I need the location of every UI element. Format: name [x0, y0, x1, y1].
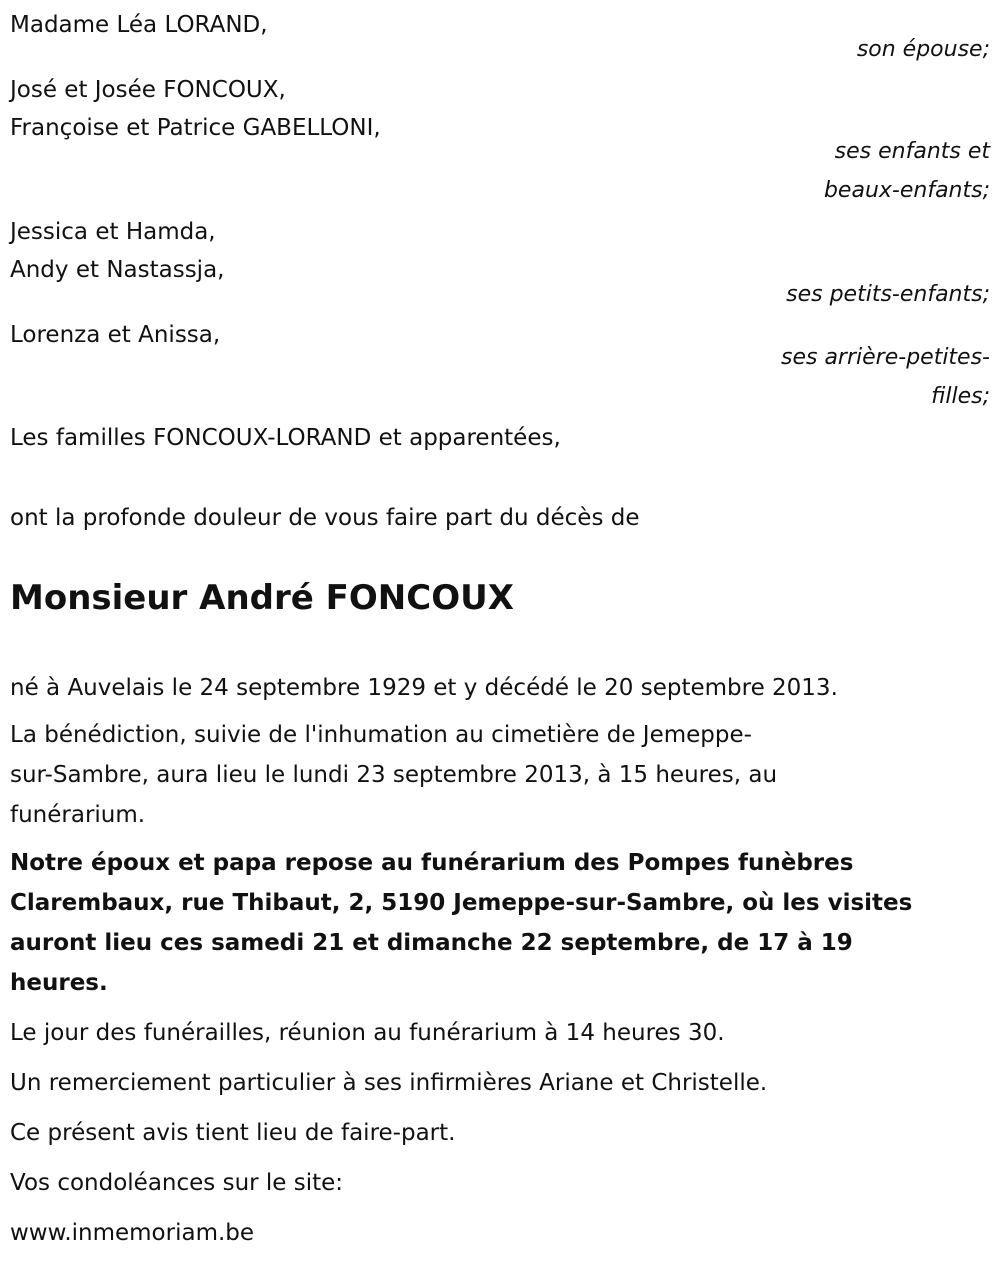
announcement: ont la profonde douleur de vous faire part du décès de: [10, 505, 640, 531]
families: Les familles FONCOUX-LORAND et apparentées,: [10, 425, 561, 451]
grandchild-couple: Andy et Nastassja,: [10, 257, 225, 283]
visitation-line: Notre époux et papa repose au funérarium des Pompes funèbres: [10, 850, 854, 876]
great-grandchildren-role: ses arrière-petites-: [781, 345, 990, 370]
ceremony-line: La bénédiction, suivie de l'inhumation au cimetière de Jemeppe-: [10, 722, 752, 748]
child-couple: José et Josée FONCOUX,: [10, 77, 286, 103]
deceased-name: Monsieur André FONCOUX: [10, 578, 514, 618]
birth-death: né à Auvelais le 24 septembre 1929 et y décédé le 20 septembre 2013.: [10, 675, 838, 701]
great-grandchildren-role: filles;: [931, 384, 990, 409]
grandchild-couple: Jessica et Hamda,: [10, 219, 216, 245]
thanks: Un remerciement particulier à ses infirmières Ariane et Christelle.: [10, 1070, 768, 1096]
grandchildren-role: ses petits-enfants;: [786, 282, 990, 307]
notice: Ce présent avis tient lieu de faire-part.: [10, 1120, 456, 1146]
website-link[interactable]: www.inmemoriam.be: [10, 1220, 255, 1246]
condolences-label: Vos condoléances sur le site:: [10, 1170, 344, 1196]
great-grandchildren: Lorenza et Anissa,: [10, 322, 221, 348]
visitation-line: heures.: [10, 970, 108, 996]
spouse-name: Madame Léa LORAND,: [10, 12, 268, 38]
children-role: beaux-enfants;: [823, 178, 990, 203]
child-couple: Françoise et Patrice GABELLONI,: [10, 115, 381, 141]
ceremony-line: funérarium.: [10, 802, 146, 828]
visitation-line: Clarembaux, rue Thibaut, 2, 5190 Jemeppe-sur-Sambre, où les visites: [10, 890, 913, 916]
meeting: Le jour des funérailles, réunion au funérarium à 14 heures 30.: [10, 1020, 725, 1046]
ceremony-line: sur-Sambre, aura lieu le lundi 23 septembre 2013, à 15 heures, au: [10, 762, 778, 788]
children-role: ses enfants et: [834, 139, 990, 164]
visitation-line: auront lieu ces samedi 21 et dimanche 22 septembre, de 17 à 19: [10, 930, 853, 956]
spouse-role: son épouse;: [856, 37, 990, 62]
